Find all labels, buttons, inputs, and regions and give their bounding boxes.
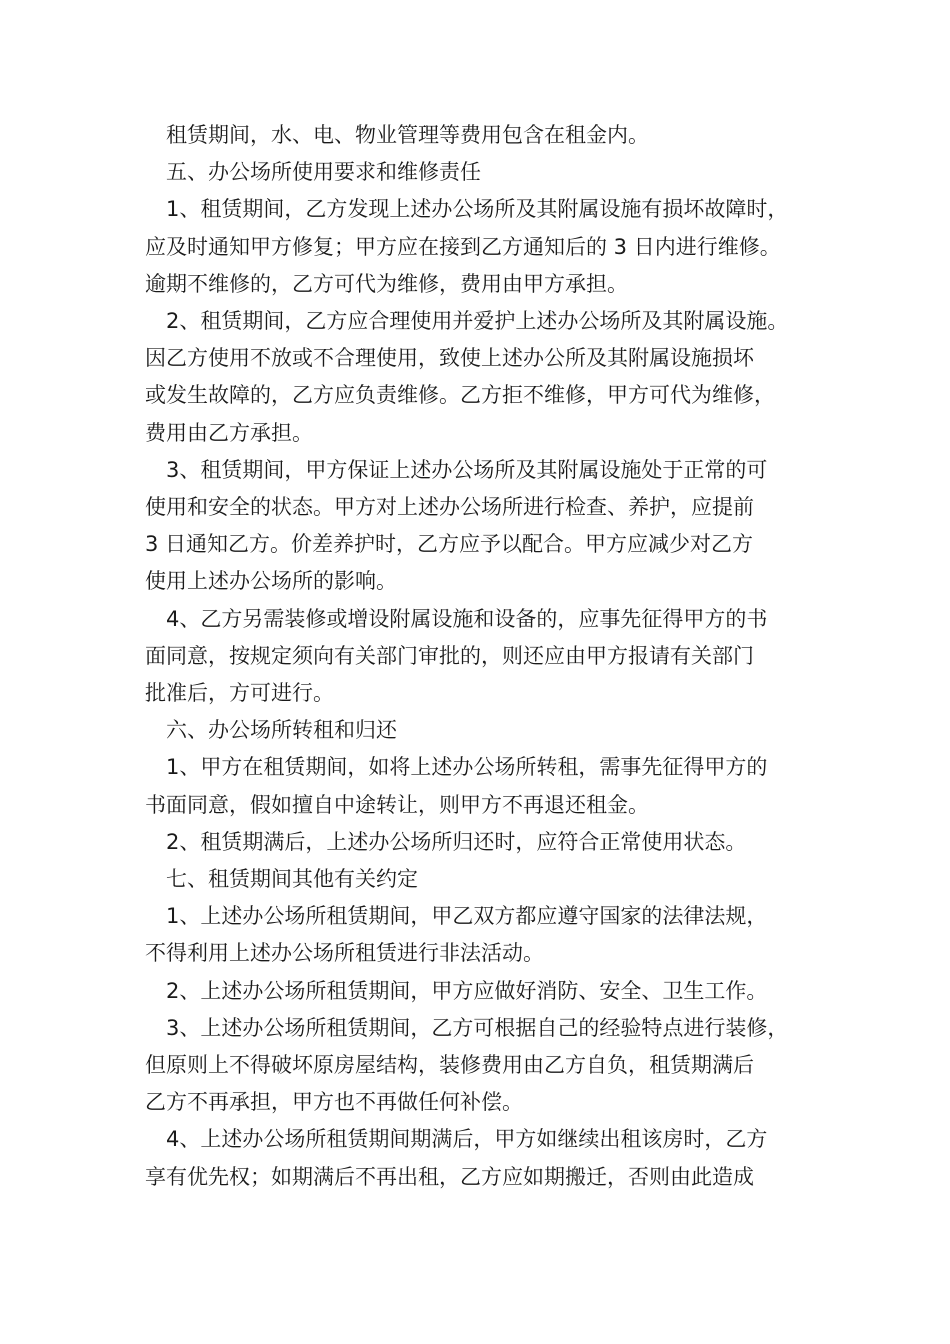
clause-6-1-line-2: 书面同意，假如擅自中途转让，则甲方不再退还租金。 <box>145 792 649 817</box>
clause-7-1-line-2: 不得利用上述办公场所租赁进行非法活动。 <box>145 941 544 966</box>
clause-7-4-line-2: 享有优先权；如期满后不再出租，乙方应如期搬迁，否则由此造成 <box>145 1164 754 1189</box>
clause-5-1-line-2: 应及时通知甲方修复；甲方应在接到乙方通知后的 3 日内进行维修。 <box>145 234 781 259</box>
clause-5-2-line-1: 2、租赁期间，乙方应合理使用并爱护上述办公场所及其附属设施。 <box>166 309 789 334</box>
clause-6-2-line-1: 2、租赁期满后，上述办公场所归还时，应符合正常使用状态。 <box>166 829 747 854</box>
clause-7-3-line-1: 3、上述办公场所租赁期间，乙方可根据自己的经验特点进行装修， <box>166 1015 789 1040</box>
clause-5-2-line-3: 或发生故障的，乙方应负责维修。乙方拒不维修，甲方可代为维修， <box>145 383 775 408</box>
clause-5-2-line-2: 因乙方使用不放或不合理使用，致使上述办公所及其附属设施损坏 <box>145 346 754 371</box>
clause-7-3-line-3: 乙方不再承担，甲方也不再做任何补偿。 <box>145 1090 523 1115</box>
section-heading-5: 五、办公场所使用要求和维修责任 <box>166 160 481 185</box>
clause-5-3-line-2: 使用和安全的状态。甲方对上述办公场所进行检查、养护，应提前 <box>145 495 754 520</box>
clause-5-3-line-3: 3 日通知乙方。价差养护时，乙方应予以配合。甲方应减少对乙方 <box>145 532 754 557</box>
clause-7-2-line-1: 2、上述办公场所租赁期间，甲方应做好消防、安全、卫生工作。 <box>166 978 768 1003</box>
clause-6-1-line-1: 1、甲方在租赁期间，如将上述办公场所转租，需事先征得甲方的 <box>166 755 768 780</box>
section-heading-7: 七、租赁期间其他有关约定 <box>166 867 418 892</box>
clause-5-4-line-1: 4、乙方另需装修或增设附属设施和设备的，应事先征得甲方的书 <box>166 606 768 631</box>
clause-5-2-line-4: 费用由乙方承担。 <box>145 420 313 445</box>
paragraph-utilities-fee: 租赁期间，水、电、物业管理等费用包含在租金内。 <box>166 123 649 147</box>
clause-7-4-line-1: 4、上述办公场所租赁期间期满后，甲方如继续出租该房时，乙方 <box>166 1127 768 1152</box>
document-body <box>145 117 825 1196</box>
clause-7-3-line-2: 但原则上不得破坏原房屋结构，装修费用由乙方自负，租赁期满后 <box>145 1053 754 1078</box>
clause-5-3-line-4: 使用上述办公场所的影响。 <box>145 569 397 594</box>
clause-7-1-line-1: 1、上述办公场所租赁期间，甲乙双方都应遵守国家的法律法规， <box>166 904 768 929</box>
clause-5-3-line-1: 3、租赁期间，甲方保证上述办公场所及其附属设施处于正常的可 <box>166 457 768 482</box>
clause-5-1-line-3: 逾期不维修的，乙方可代为维修，费用由甲方承担。 <box>145 271 628 296</box>
clause-5-1-line-1: 1、租赁期间，乙方发现上述办公场所及其附属设施有损坏故障时， <box>166 197 789 222</box>
clause-5-4-line-2: 面同意，按规定须向有关部门审批的，则还应由甲方报请有关部门 <box>145 643 754 668</box>
clause-5-4-line-3: 批准后，方可进行。 <box>145 681 334 706</box>
section-heading-6: 六、办公场所转租和归还 <box>166 718 397 743</box>
